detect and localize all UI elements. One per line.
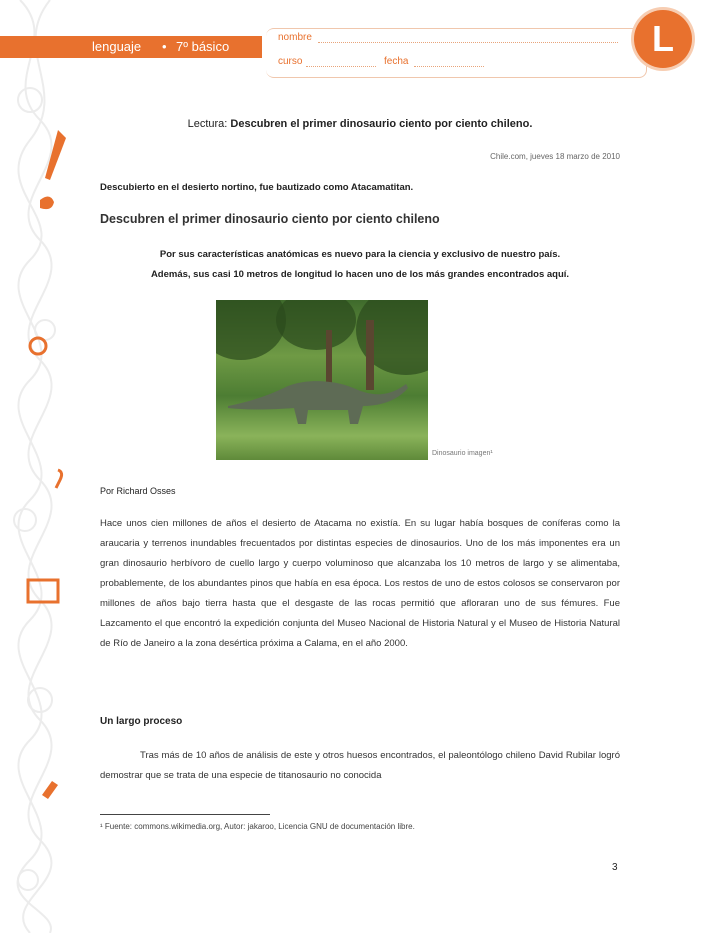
pen-icon: [45, 130, 66, 180]
name-field[interactable]: [318, 42, 618, 43]
article-summary: [100, 245, 620, 285]
date-label: fecha: [384, 56, 409, 67]
title-prefix: Lectura:: [187, 118, 228, 130]
subheading: Un largo proceso: [100, 716, 183, 727]
dinosaur-figure: [228, 376, 408, 426]
reading-title: [100, 118, 620, 130]
subject-header-band: [0, 36, 262, 58]
footnote-divider: [100, 814, 270, 815]
dateline: Chile.com, jueves 18 marzo de 2010: [490, 152, 620, 161]
grade-label: 7º básico: [176, 39, 230, 54]
paragraph-1: Hace unos cien millones de años el desierto de Atacama no existía. En su lugar había bosques de coníferas como la araucaria y terrenos inundables frecuentados por distintas especies de dinosaurios. Uno de los más imponentes era un gran dinosaurio herbívoro de cuello largo y cuerpo voluminoso que alcanzaba los 10 metros de largo y se alimentaba, probablemente, de los abundantes pinos que había en esa época. Los restos de uno de estos colosos se conservaron por millones de años bajo tierra hasta que el desgaste de las rocas permitió que afloraran uno de sus fémures. Fue Lazcamento el que encontró la expedición conjunta del Museo Nacional de Historia Natural y el Museo de Historia Natural de Río de Janeiro a la zona desértica próxima a Calama, en el año 2000.: [100, 518, 620, 649]
author-byline: Por Richard Osses: [100, 486, 176, 496]
leaf-icon: [40, 196, 54, 209]
subject-label: lenguaje: [92, 39, 142, 54]
student-info-form: [266, 28, 647, 78]
decorative-swirl-border: [0, 0, 80, 933]
article-headline: Descubren el primer dinosaurio ciento por ciento chileno: [100, 212, 440, 226]
name-label: nombre: [278, 32, 312, 43]
subject-separator: •: [162, 39, 167, 54]
page-number: 3: [612, 862, 618, 873]
dinosaur-photo: [216, 300, 428, 460]
image-credit: Dinosaurio imagen¹: [432, 450, 493, 457]
article-lead: Descubierto en el desierto nortino, fue bautizado como Atacamatitan.: [100, 182, 414, 193]
summary-line-1: Por sus características anatómicas es nuevo para la ciencia y exclusivo de nuestro país.: [159, 249, 561, 260]
course-field[interactable]: [306, 66, 376, 67]
paragraph-2: Tras más de 10 años de análisis de este y otros huesos encontrados, el paleontólogo chileno David Rubilar logró demostrar que se trata de una especie de titanosaurio no conocida: [100, 750, 620, 781]
footnote: ¹ Fuente: commons.wikimedia.org, Autor: jakaroo, Licencia GNU de documentación libre.: [100, 822, 415, 831]
title-text: Descubren el primer dinosaurio ciento por ciento chileno.: [230, 118, 533, 130]
date-field[interactable]: [414, 66, 484, 67]
summary-line-2: Además, sus casi 10 metros de longitud lo hacen uno de los más grandes encontrados aquí.: [150, 269, 570, 280]
course-label: curso: [278, 56, 303, 67]
subject-badge: L: [634, 10, 692, 68]
